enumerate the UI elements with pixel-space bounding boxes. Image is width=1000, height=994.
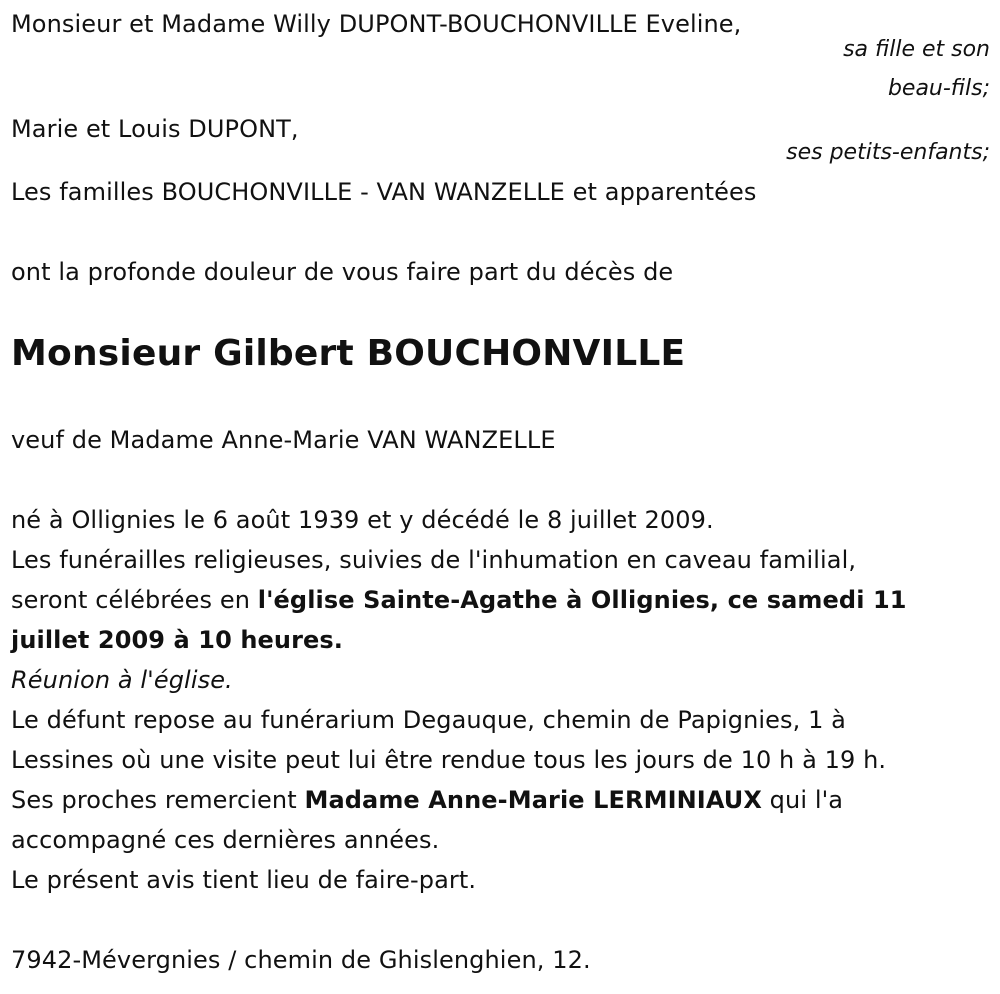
funeral-line-2	[11, 585, 907, 615]
funeral-date-time: juillet 2009 à 10 heures.	[11, 626, 344, 654]
deceased-name: Monsieur Gilbert BOUCHONVILLE	[11, 333, 686, 374]
family-role-1b: beau-fils;	[887, 76, 990, 101]
rest-line-2: Lessines où une visite peut lui être rendue tous les jours de 10 h à 19 h.	[11, 746, 887, 774]
funeral-line-2-prefix: seront célébrées en	[11, 586, 258, 614]
address-line: 7942-Mévergnies / chemin de Ghislenghien, 12.	[11, 946, 591, 974]
family-role-1a: sa fille et son	[843, 37, 990, 62]
family-line-2: Marie et Louis DUPONT,	[11, 115, 299, 143]
birth-death-line: né à Ollignies le 6 août 1939 et y décédé le 8 juillet 2009.	[11, 506, 714, 534]
funeral-line-1: Les funérailles religieuses, suivies de l'inhumation en caveau familial,	[11, 546, 857, 574]
thanks-person: Madame Anne-Marie LERMINIAUX	[304, 786, 762, 814]
family-line-3: Les familles BOUCHONVILLE - VAN WANZELLE et apparentées	[11, 178, 757, 206]
meeting-note: Réunion à l'église.	[11, 666, 233, 694]
intro-text: ont la profonde douleur de vous faire part du décès de	[11, 258, 674, 286]
funeral-location: l'église Sainte-Agathe à Ollignies, ce samedi 11	[257, 586, 907, 614]
family-role-2: ses petits-enfants;	[786, 140, 990, 165]
rest-line-1: Le défunt repose au funérarium Degauque, chemin de Papignies, 1 à	[11, 706, 846, 734]
thanks-line-1	[11, 785, 843, 815]
widower-of: veuf de Madame Anne-Marie VAN WANZELLE	[11, 426, 556, 454]
family-line-1: Monsieur et Madame Willy DUPONT-BOUCHONVILLE Eveline,	[11, 10, 742, 38]
notice-line: Le présent avis tient lieu de faire-part.	[11, 866, 477, 894]
thanks-line-2: accompagné ces dernières années.	[11, 826, 440, 854]
thanks-prefix: Ses proches remercient	[11, 786, 305, 814]
thanks-suffix: qui l'a	[761, 786, 844, 814]
